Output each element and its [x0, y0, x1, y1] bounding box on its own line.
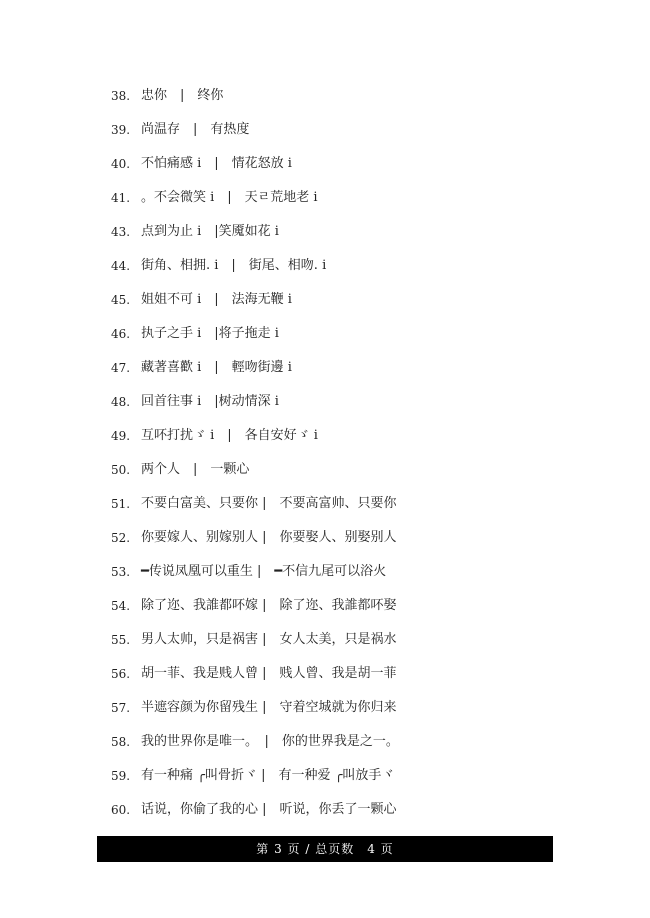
- item-text: 街角、相拥. i | 街尾、相吻. i: [141, 258, 327, 273]
- item-text: 男人太帅，只是祸害 | 女人太美，只是祸水: [141, 632, 397, 647]
- item-number: 46.: [111, 327, 131, 341]
- item-number: 52.: [111, 531, 131, 545]
- item-text: ━传说凤凰可以重生 | ━不信九尾可以浴火: [141, 564, 387, 579]
- list-item: [111, 766, 399, 800]
- list-item: [111, 596, 399, 630]
- item-text: 藏著喜歡 i | 輕吻街邊 i: [141, 360, 292, 375]
- list-item: [111, 120, 399, 154]
- item-number: 55.: [111, 633, 131, 647]
- list-item: [111, 290, 399, 324]
- item-number: 56.: [111, 667, 131, 681]
- list-item: [111, 392, 399, 426]
- item-number: 54.: [111, 599, 131, 613]
- item-text: 我的世界你是唯一。 | 你的世界我是之一。: [141, 734, 399, 749]
- item-number: 58.: [111, 735, 131, 749]
- item-number: 47.: [111, 361, 131, 375]
- item-number: 41.: [111, 191, 131, 205]
- item-number: 38.: [111, 89, 131, 103]
- item-text: 你要嫁人、别嫁别人 | 你要娶人、别娶别人: [141, 530, 397, 545]
- item-number: 45.: [111, 293, 131, 307]
- item-number: 50.: [111, 463, 131, 477]
- item-text: 话说，你偷了我的心 | 听说，你丢了一颗心: [141, 802, 397, 817]
- item-number: 44.: [111, 259, 131, 273]
- list-item: [111, 426, 399, 460]
- list-item: [111, 358, 399, 392]
- item-text: 胡一菲、我是贱人曾 | 贱人曾、我是胡一菲: [141, 666, 397, 681]
- list-item: [111, 732, 399, 766]
- list-item: [111, 460, 399, 494]
- entry-list: [111, 86, 399, 834]
- list-item: [111, 188, 399, 222]
- list-item: [111, 222, 399, 256]
- item-number: 48.: [111, 395, 131, 409]
- item-number: 43.: [111, 225, 131, 239]
- item-text: 半遮容颜为你留残生 | 守着空城就为你归来: [141, 700, 397, 715]
- list-item: [111, 154, 399, 188]
- item-number: 59.: [111, 769, 131, 783]
- item-text: 两个人 | 一颗心: [141, 462, 250, 477]
- list-item: [111, 664, 399, 698]
- item-text: 有一种痛 ╭叫骨折ヾ | 有一种爱 ╭叫放手ヾ: [141, 768, 395, 783]
- item-text: 互吥打扰ゞ i | 各自安好ゞ i: [141, 428, 318, 443]
- item-number: 60.: [111, 803, 131, 817]
- item-number: 51.: [111, 497, 131, 511]
- list-item: [111, 698, 399, 732]
- item-text: 不怕痛感 i | 情花怒放 i: [141, 156, 292, 171]
- item-text: 不要白富美、只要你 | 不要高富帅、只要你: [141, 496, 397, 511]
- page-footer: [97, 836, 553, 862]
- item-number: 49.: [111, 429, 131, 443]
- item-text: 。不会微笑 i | 天ㄹ荒地老 i: [141, 190, 318, 205]
- list-item: [111, 256, 399, 290]
- item-text: 除了迩、我誰都吥嫁 | 除了迩、我誰都吥娶: [141, 598, 397, 613]
- list-item: [111, 324, 399, 358]
- item-text: 执子之手 i |将子拖走 i: [141, 326, 279, 341]
- item-number: 57.: [111, 701, 131, 715]
- list-item: [111, 562, 399, 596]
- item-text: 尚温存 | 有热度: [141, 122, 250, 137]
- item-number: 39.: [111, 123, 131, 137]
- item-text: 姐姐不可 i | 法海无鞭 i: [141, 292, 292, 307]
- item-text: 回首往事 i |树动情深 i: [141, 394, 279, 409]
- page-number: 第 3 页 / 总页数 4 页: [256, 842, 394, 856]
- list-item: [111, 86, 399, 120]
- item-number: 53.: [111, 565, 131, 579]
- list-item: [111, 630, 399, 664]
- item-number: 40.: [111, 157, 131, 171]
- list-item: [111, 800, 399, 834]
- list-item: [111, 494, 399, 528]
- item-text: 忠你 | 终你: [141, 88, 224, 103]
- item-text: 点到为止 i |笑魇如花 i: [141, 224, 279, 239]
- list-item: [111, 528, 399, 562]
